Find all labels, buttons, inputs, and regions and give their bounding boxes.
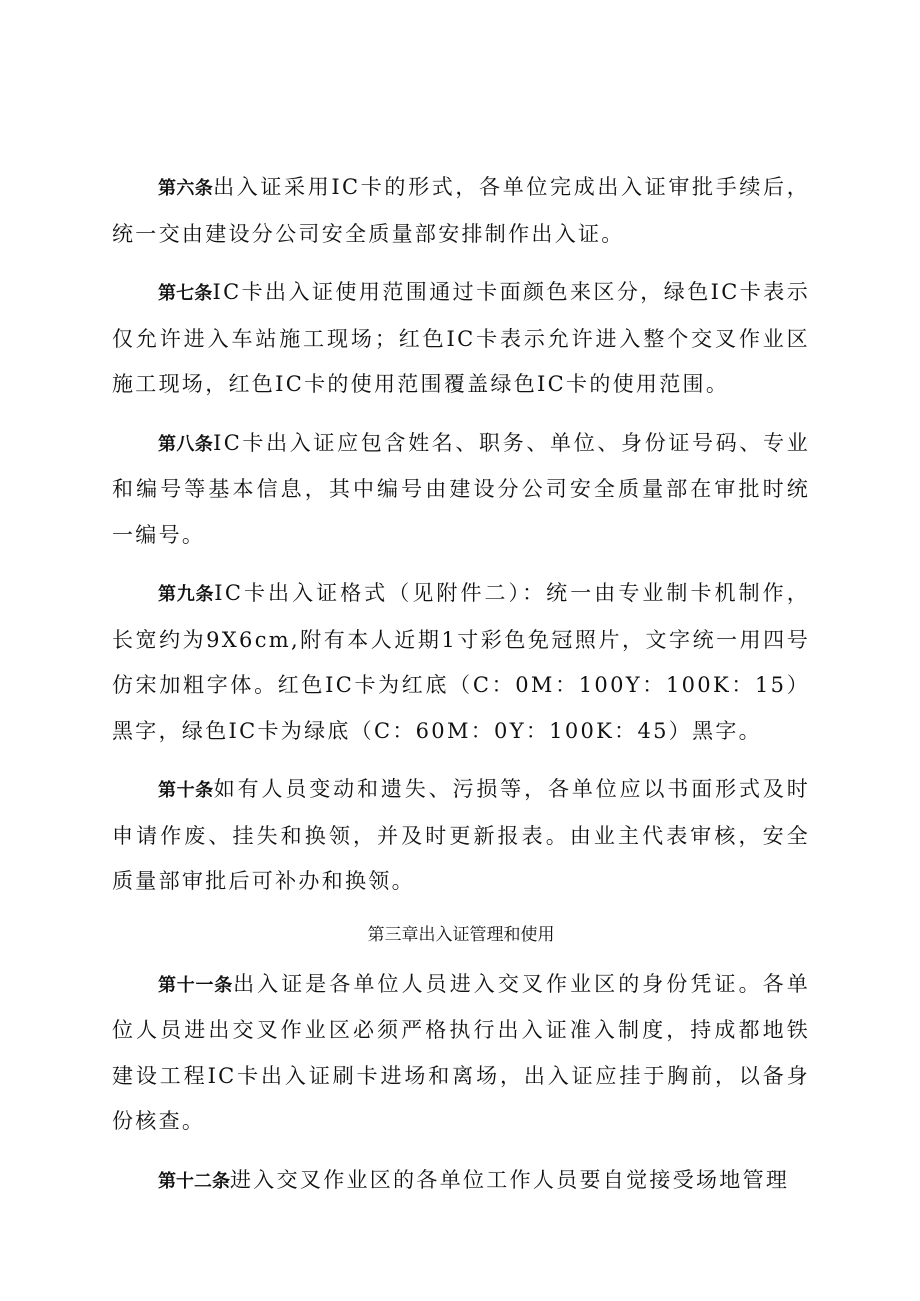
article-8-text: IC卡出入证应包含姓名、职务、单位、身份证号码、专业和编号等基本信息，其中编号由建设分公司安全质量部在审批时统一编号。 <box>112 430 810 547</box>
article-9-paragraph <box>112 571 810 754</box>
article-11-paragraph <box>112 962 810 1145</box>
article-10-text: 如有人员变动和遗失、污损等，各单位应以书面形式及时申请作废、挂失和换领，并及时更新报表。由业主代表审核，安全质量部审批后可补办和换领。 <box>112 777 811 893</box>
article-10-paragraph <box>112 767 810 905</box>
article-9-number: 第九条 <box>158 584 215 605</box>
article-12-text: 进入交叉作业区的各单位工作人员要自觉接受场地管理 <box>230 1167 790 1192</box>
article-10-number: 第十条 <box>158 780 214 801</box>
article-11-number: 第十一条 <box>158 974 234 996</box>
article-6-paragraph <box>112 165 810 257</box>
chapter-heading: 第三章出入证管理和使用 <box>367 924 555 945</box>
article-7-paragraph <box>112 270 810 408</box>
article-11-text: 出入证是各单位人员进入交叉作业区的身份凭证。各单位人员进出交叉作业区必须严格执行出入证准入制度，持成都地铁建设工程IC卡出入证刷卡进场和离场，出入证应挂于胸前，以备身份核查。 <box>112 971 811 1133</box>
article-8-number: 第八条 <box>158 433 214 455</box>
article-6-number: 第六条 <box>158 178 214 199</box>
article-9-text: IC卡出入证格式（见附件二）：统一由专业制卡机制作，长宽约为9X6cm,附有本人近期1寸彩色免冠照片，文字统一用四号仿宋加粗字体。红色IC卡为红底（C：0M：100Y：100K：15）黑字，绿色IC卡为绿底（C：60M：0Y：100K：45）黑字。 <box>112 581 810 743</box>
article-8-paragraph <box>112 421 810 559</box>
article-6-text: 出入证采用IC卡的形式，各单位完成出入证审批手续后，统一交由建设分公司安全质量部安排制作出入证。 <box>112 175 810 246</box>
article-12-paragraph <box>112 1158 810 1205</box>
article-7-number: 第七条 <box>158 283 213 304</box>
article-12-number: 第十二条 <box>158 1170 230 1192</box>
document-body <box>112 165 810 1217</box>
article-7-text: IC卡出入证使用范围通过卡面颜色来区分，绿色IC卡表示仅允许进入车站施工现场；红色IC卡表示允许进入整个交叉作业区施工现场，红色IC卡的使用范围覆盖绿色IC卡的使用范围。 <box>112 280 811 396</box>
